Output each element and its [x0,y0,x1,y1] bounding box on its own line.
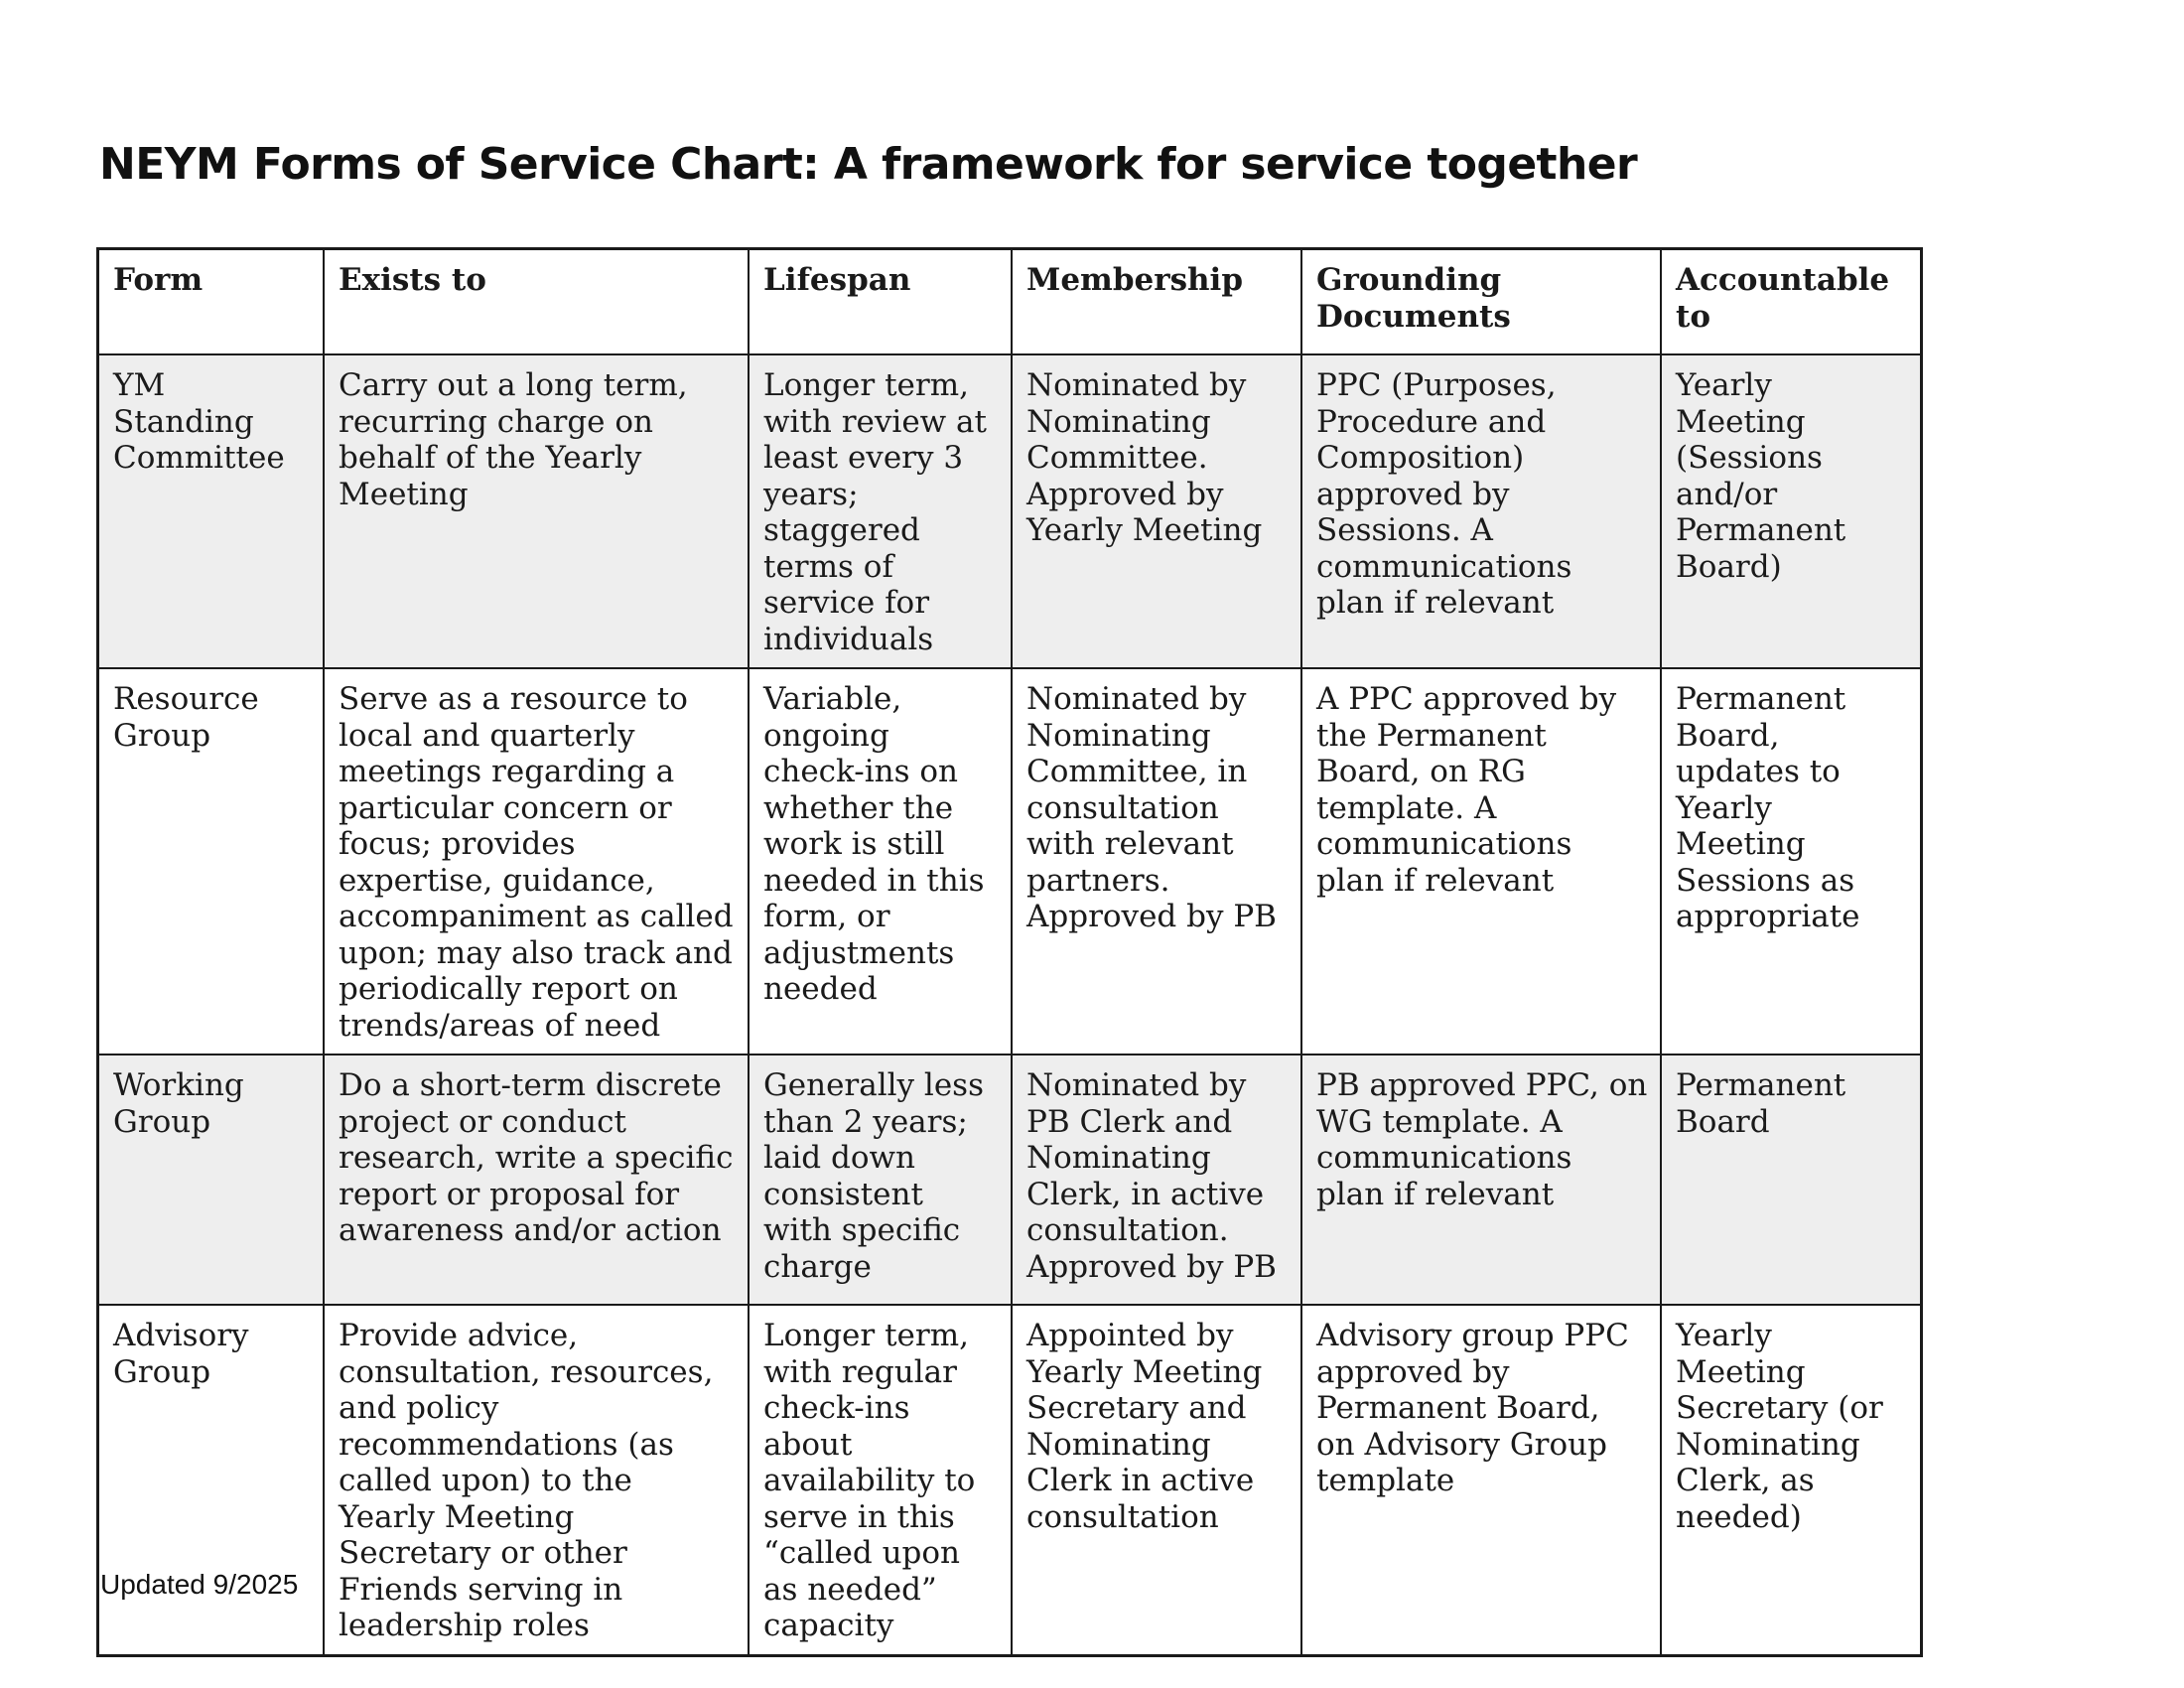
cell-accountable-to: Permanent Board, updates to Yearly Meeting Sessions as appropriate [1661,668,1921,1055]
cell-accountable-to: Permanent Board [1661,1055,1921,1305]
cell-membership: Nominated by PB Clerk and Nominating Clerk, in active consultation. Approved by PB [1012,1055,1301,1305]
forms-of-service-table [97,248,1922,1656]
cell-grounding-documents: PB approved PPC, on WG template. A communications plan if relevant [1301,1055,1661,1305]
header-grounding-documents: Grounding Documents [1301,249,1661,354]
cell-form: YM Standing Committee [98,354,324,668]
updated-date-note: Updated 9/2025 [100,1569,299,1600]
cell-exists-to: Do a short-term discrete project or conduct research, write a specific report or proposal for awareness and/or action [324,1055,749,1305]
cell-form: Resource Group [98,668,324,1055]
cell-lifespan: Variable, ongoing check-ins on whether the work is still needed in this form, or adjustments needed [749,668,1012,1055]
header-lifespan: Lifespan [749,249,1012,354]
cell-membership: Nominated by Nominating Committee. Approved by Yearly Meeting [1012,354,1301,668]
cell-grounding-documents: Advisory group PPC approved by Permanent Board, on Advisory Group template [1301,1305,1661,1655]
cell-form: Working Group [98,1055,324,1305]
cell-exists-to: Carry out a long term, recurring charge on behalf of the Yearly Meeting [324,354,749,668]
header-membership: Membership [1012,249,1301,354]
cell-form: Advisory Group [98,1305,324,1655]
cell-accountable-to: Yearly Meeting Secretary (or Nominating Clerk, as needed) [1661,1305,1921,1655]
cell-exists-to: Serve as a resource to local and quarterly meetings regarding a particular concern or focus; provides expertise, guidance, accompaniment as called upon; may also track and periodically report on trends/areas of need [324,668,749,1055]
table-row [98,668,1921,1055]
table-header-row [98,249,1921,354]
cell-lifespan: Generally less than 2 years; laid down consistent with specific charge [749,1055,1012,1305]
header-exists-to: Exists to [324,249,749,354]
cell-lifespan: Longer term, with regular check-ins about availability to serve in this “called upon as needed” capacity [749,1305,1012,1655]
cell-lifespan: Longer term, with review at least every 3 years; staggered terms of service for individuals [749,354,1012,668]
cell-membership: Appointed by Yearly Meeting Secretary and Nominating Clerk in active consultation [1012,1305,1301,1655]
page-title: NEYM Forms of Service Chart: A framework for service together [99,139,1638,190]
cell-exists-to: Provide advice, consultation, resources, and policy recommendations (as called upon) to the Yearly Meeting Secretary or other Friends serving in leadership roles [324,1305,749,1655]
table-row [98,1055,1921,1305]
table-row [98,1305,1921,1655]
header-form: Form [98,249,324,354]
header-accountable-to: Accountable to [1661,249,1921,354]
table-row [98,354,1921,668]
cell-membership: Nominated by Nominating Committee, in consultation with relevant partners. Approved by PB [1012,668,1301,1055]
cell-grounding-documents: A PPC approved by the Permanent Board, on RG template. A communications plan if relevant [1301,668,1661,1055]
cell-grounding-documents: PPC (Purposes, Procedure and Composition) approved by Sessions. A communications plan if relevant [1301,354,1661,668]
cell-accountable-to: Yearly Meeting (Sessions and/or Permanent Board) [1661,354,1921,668]
